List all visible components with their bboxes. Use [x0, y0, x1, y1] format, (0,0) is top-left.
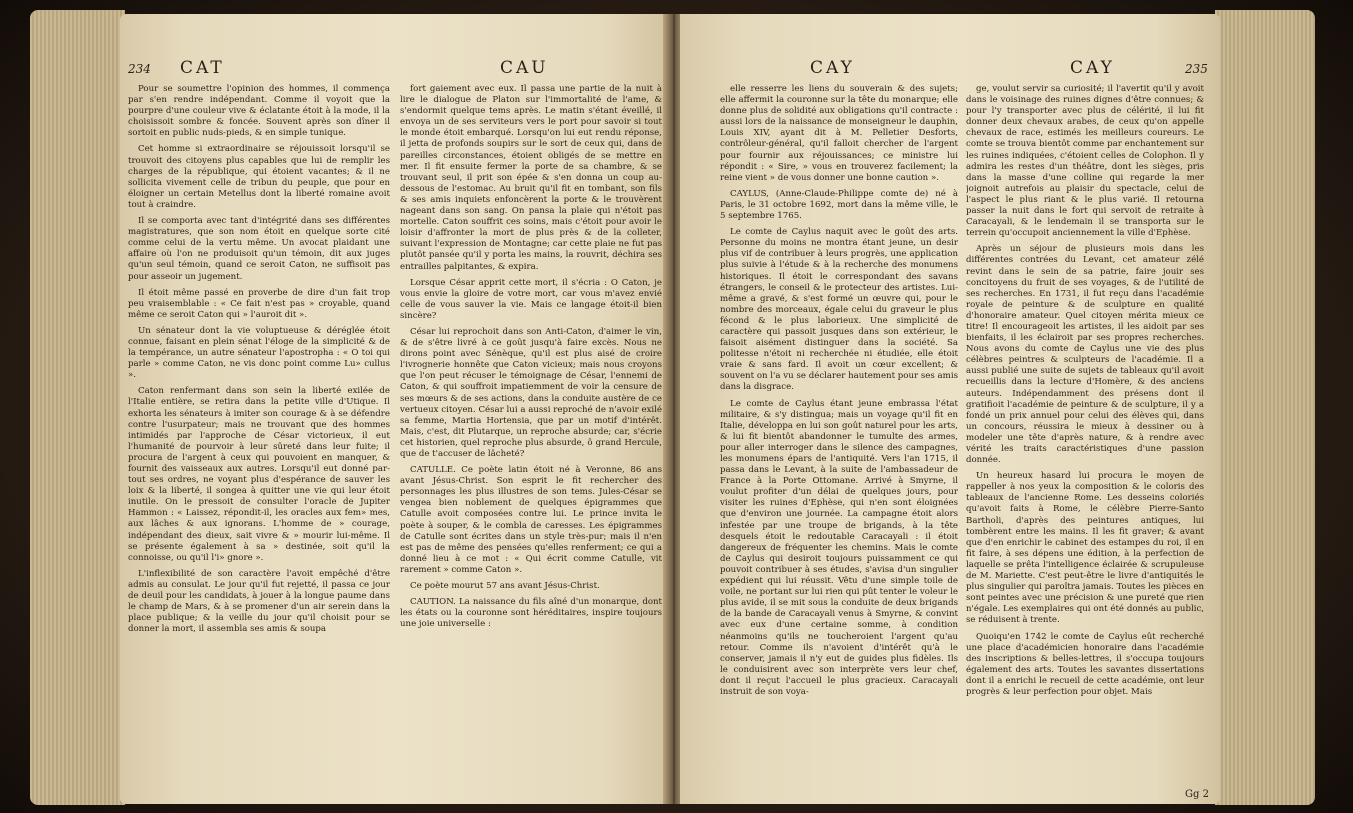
paragraph: CAYLUS, (Anne-Claude-Philippe comte de) né à Paris, le 31 octobre 1692, mort dans la même ville, le 5 septembre 1765. [720, 188, 958, 222]
right-page [680, 14, 1220, 804]
paragraph: Un heureux hasard lui procura le moyen de rappeller à nos yeux la composition & le coloris des tableaux de l'ancienne Rome. Les desseins coloriés qu'avoit faits à Rome, le célèbre Pierre-Santo Bartholi, d'après des peintures antiques, lui tombèrent entre les mains. Il les fit graver; & avant que d'en enrichir le cabinet des estampes du roi, il en fit faire, à ses dépens une édition, à la perfection de laquelle se prêta l'intelligence éclairée & scrupuleuse de M. Mariette. C'est peut-être le livre d'antiquités le plus singulier qui paroîtra jamais. Toutes les pièces en sont peintes avec une précision & une pureté que rien n'égale. Les exemplaires qui ont été donnés au public, se réduisent à trente. [966, 471, 1204, 626]
signature-mark: Gg 2 [1185, 789, 1209, 800]
paragraph: CAUTION. La naissance du fils aîné d'un monarque, dont les états ou la couronne sont héréditaires, inspire toujours une joie universelle : [400, 597, 662, 630]
paragraph: CATULLE. Ce poète latin étoit né à Veronne, 86 ans avant Jésus-Christ. Son esprit le fit rechercher des personnages les plus illustres de son tems. Jules-César se vengea bien noblement de quelques épigrammes que Catulle avoit composées contre lui. Le prince invita le poète à souper, & le combla de caresses. Les épigrammes de Catulle sont écrites dans un style très-pur; mais il n'en est pas de même des pensées qu'elles renferment; ce qui a donné lieu à ce mot : « Qui écrit comme Catulle, vit rarement » comme Caton ». [400, 465, 662, 575]
paragraph: Après un séjour de plusieurs mois dans les différentes contrées du Levant, cet amateur zélé revint dans le sein de sa patrie, faire jouir ses concitoyens du fruit de ses voyages, & de l'utilité de ses recherches. En 1731, il fut reçu dans l'académie royale de peinture & de sculpture en qualité d'honoraire amateur. Quel citoyen mérita mieux ce titre! Il encourageoit les artistes, il les aidoit par ses bienfaits, il les éclairoit par ses propres recherches. Nous avons du comte de Caylus une vie des plus célèbres peintres & sculpteurs de l'académie. Il a aussi publié une suite de sujets de tableaux qu'il avoit recueillis dans la lecture d'Homère, & des anciens auteurs. Indépendamment des présens dont il gratifioit l'académie de peinture & de sculpture, il y a fondé un prix annuel pour celui des élèves qui, dans un concours, réussira le mieux à dessiner ou à modeler une tête d'après nature, & à rendre avec vérité les traits caractéristiques d'une passion donnée. [966, 244, 1204, 466]
paragraph: fort gaiement avec eux. Il passa une partie de la nuit à lire le dialogue de Platon sur l'immortalité de l'ame, & s'endormit quelque tems après. Le matin s'étant éveillé, il envoya un de ses serviteurs vers le port pour savoir si tout le monde étoit embarqué. Lorsqu'on lui eut rendu réponse, il jetta de profonds soupirs sur le sort de ceux qui, dans de pareilles circonstances, étoient obligés de se mettre en mer. Il fit ensuite fermer la porte de sa chambre, & se trouvant seul, il prit son épée & s'en donna un coup au-dessous de l'estomac. Au bruit qu'il fit en tombant, son fils & ses amis inquiets enfoncèrent la porte & le trouvèrent nageant dans son sang. On pansa la plaie qui n'étoit pas mortelle. Caton souffrit ces soins, mais c'étoit pour avoir le loisir d'affronter la mort de plus près & de la colleter, suivant l'expression de Montagne; car cette plaie ne fut pas plutôt pansée qu'il y porta les mains, la rouvrit, déchira ses entrailles palpitantes, & expira. [400, 84, 662, 272]
left-column-2 [400, 84, 662, 804]
paragraph: Caton renfermant dans son sein la liberté exilée de l'Italie entière, se retira dans la petite ville d'Utique. Il exhorta les sénateurs à imiter son courage & à se défendre contre l'usurpateur; mais ne trouvant que des hommes intimidés par l'approche de César victorieux, il eut l'humanité de pourvoir à leur sûreté dans leur fuite; il procura de l'argent à ceux qui pouvoient en manquer, & fournit des vaisseaux aux autres. Lorsqu'il eut donné par-tout ses ordres, ne voyant plus d'espérance de sauver les loix & la liberté, il songea à quitter une vie qui leur étoit inutile. On le pressoit de consulter l'oracle de Jupiter Hammon : « Laissez, répondit-il, les oracles aux fem» mes, aux lâches & aux ignorans. L'homme de » courage, indépendant des dieux, sait vivre & » mourir lui-même. Il se présente également à sa » destinée, soit qu'il la connoisse, ou qu'il l'i» gnore ». [128, 386, 390, 563]
paragraph: Quoiqu'en 1742 le comte de Caylus eût recherché une place d'académicien honoraire dans l'académie des inscriptions & belles-lettres, il s'occupa toujours également des arts. Toutes les savantes dissertations dont il a enrichi le recueil de cette académie, ont leur progrès & leur perfection pour objet. Mais [966, 631, 1204, 697]
right-header-right: CAY [1070, 58, 1115, 78]
paragraph: Un sénateur dont la vie voluptueuse & déréglée étoit connue, faisant en plein sénat l'éloge de la simplicité & de la tempérance, un autre sénateur l'apostropha : « O toi qui parle » comme Caton, ne vis donc point comme Lu» cullus ». [128, 325, 390, 381]
left-page-number: 234 [128, 62, 151, 76]
right-page-edges [1215, 10, 1315, 805]
paragraph: Le comte de Caylus étant jeune embrassa l'état militaire, & s'y distingua; mais un voyage qu'il fit en Italie, développa en lui son goût naturel pour les arts, & lui fit bientôt abandonner le tumulte des armes, pour aller interroger dans le silence des campagnes, les monumens épars de l'antiquité. Vers l'an 1715, il passa dans le Levant, à la suite de l'ambassadeur de France à la Porte Ottomane. Arrivé à Smyrne, il voulut profiter d'un délai de quelques jours, pour visiter les ruines d'Ephèse, qui n'en sont éloignées que d'environ une journée. La campagne étoit alors infestée par une troupe de brigands, à la tête desquels étoit le redoutable Caracayali : il étoit dangereux de fréquenter les chemins. Mais le comte de Caylus qui desiroit toujours puissamment ce qui pouvoit contribuer à ses études, s'avisa d'un singulier expédient qui lui réussit. Vêtu d'une simple toile de voile, ne portant sur lui rien qui pût tenter le voleur le plus avide, il se mit sous la conduite de deux brigands de la bande de Caracayali venus à Smyrne, & convint avec eux d'une certaine somme, à condition néanmoins qu'ils ne toucheroient l'argent qu'au retour. Comme ils n'avoient d'intérêt qu'à le conserver, jamais il n'y eut de guides plus fidèles. Ils le conduisirent avec son interprète vers leur chef, dont il reçut l'accueil le plus gracieux. Caracayali instruit de son voya- [720, 398, 958, 697]
right-column-2 [966, 84, 1204, 804]
paragraph: Pour se soumettre l'opinion des hommes, il commença par s'en rendre indépendant. Comme il voyoit que la pourpre d'une couleur vive & éclatante étoit à la mode, il la choisissoit sombre & foncée. Souvent après son dîner il sortoit en public nuds-pieds, & en simple tunique. [128, 84, 390, 139]
paragraph: elle resserre les liens du souverain & des sujets; elle affermit la couronne sur la tête du monarque; elle donne plus de solidité aux obligations qu'il contracte : aussi lors de la naissance de monseigneur le dauphin, Louis XIV, ayant dit à M. Pelletier Desforts, contrôleur-général, qu'il falloit chercher de l'argent pour fournir aux réjouissances; ce ministre lui répondit : « Sire, » vous en trouverez facilement; la reine vient » de vous donner une bonne caution ». [720, 84, 958, 183]
right-column-1 [720, 84, 958, 804]
paragraph: Il étoit même passé en proverbe de dire d'un fait trop peu vraisemblable : « Ce fait n'est pas » croyable, quand même ce seroit Caton qui » l'auroit dit ». [128, 287, 390, 320]
left-page-edges [30, 10, 125, 805]
right-header-left: CAY [810, 58, 855, 78]
paragraph: L'inflexibilité de son caractère l'avoit empêché d'être admis au consulat. Le jour qu'il fut rejetté, il passa ce jour de deuil pour les candidats, à jouer à la longue paume dans le champ de Mars, & à se promener d'un air serein dans la place publique; & la veille du jour qu'il choisit pour se donner la mort, il assembla ses amis & soupa [128, 568, 390, 635]
paragraph: ge, voulut servir sa curiosité; il l'avertit qu'il y avoit dans le voisinage des ruines dignes d'être connues; & pour l'y transporter avec plus de célérité, il lui fit donner deux chevaux arabes, de ceux qu'on appelle chevaux de race, estimés les meilleurs coureurs. Le comte se trouva bientôt comme par enchantement sur les ruines indiquées, c'étoient celles de Colophon. Il y admira les restes d'un théâtre, dont les sièges, pris dans la masse d'une colline qui regarde la mer joignoit autrefois au plaisir du spectacle, celui de l'aspect le plus riant & le plus varié. Il retourna passer la nuit dans le fort qui servoit de retraite à Caracayali, & le lendemain il se transporta sur le terrein qu'occupoit anciennement la ville d'Ephèse. [966, 84, 1204, 239]
paragraph: Cet homme si extraordinaire se réjouissoit lorsqu'il se trouvoit des citoyens plus capables que lui de remplir les charges de la république, qui étoient vacantes; & il ne sollicita vivement celle de tribun du peuple, que pour en éloigner un certain Metellus dont la liberté romaine avoit tout à craindre. [128, 144, 390, 210]
left-page [120, 14, 668, 804]
left-header-left: CAT [180, 58, 225, 78]
right-page-number: 235 [1185, 62, 1208, 76]
paragraph: Lorsque César apprit cette mort, il s'écria : O Caton, je vous envie la gloire de votre mort, car vous m'avez envié celle de vous sauver la vie. Mais ce langage étoit-il bien sincère? [400, 277, 662, 321]
left-header-right: CAU [500, 58, 549, 78]
paragraph: Le comte de Caylus naquit avec le goût des arts. Personne du moins ne montra étant jeune, un desir plus vif de contribuer à leurs progrès, une application plus suivie à l'étude & à la recherche des monumens historiques. Il étoit le correspondant des savans étrangers, le conseil & le protecteur des artistes. Lui-même a gravé, & s'est formé un œuvre qui, pour le nombre des morceaux, égale celui du graveur le plus fécond & le plus laborieux. Une simplicité de caractère qui passoit jusques dans son extérieur, le faisoit aisément distinguer dans la société. Sa politesse n'étoit ni recherchée ni étudiée, elle étoit vraie & sans fard. Il avoit un cœur excellent; & souvent on l'a vu se déclarer hautement pour ses amis dans la disgrace. [720, 227, 958, 393]
paragraph: Il se comporta avec tant d'intégrité dans ses différentes magistratures, que son nom étoit en quelque sorte cité comme celui de la vertu même. Un avocat plaidant une affaire où l'on ne produisoit qu'un témoin, dit aux juges qu'un seul témoin, quand ce seroit Caton, ne suffisoit pas pour asseoir un jugement. [128, 216, 390, 282]
paragraph: Ce poète mourut 57 ans avant Jésus-Christ. [410, 581, 600, 592]
left-column-1 [128, 84, 390, 804]
paragraph: César lui reprochoit dans son Anti-Caton, d'aimer le vin, & de s'être livré à ce goût jusqu'à faire excès. Nous ne dirons point avec Sénèque, qu'il est plus aisé de croire l'ivrognerie honnête que Caton vicieux; mais nous croyons que l'on peut récuser le témoignage de César, l'ennemi de Caton, & qui souffroit impatiemment de voir la censure de ses mœurs & de ses actions, dans la conduite austère de ce vertueux citoyen. César lui a aussi reproché de n'avoir exilé sa femme, Martia Hortensia, que par un motif d'intérêt. Mais, c'est, dit Plutarque, un reproche absurde; car, s'écrie cet historien, quel reproche plus absurde, ô grand Hercule, que de t'accuser de lâcheté? [400, 326, 662, 459]
